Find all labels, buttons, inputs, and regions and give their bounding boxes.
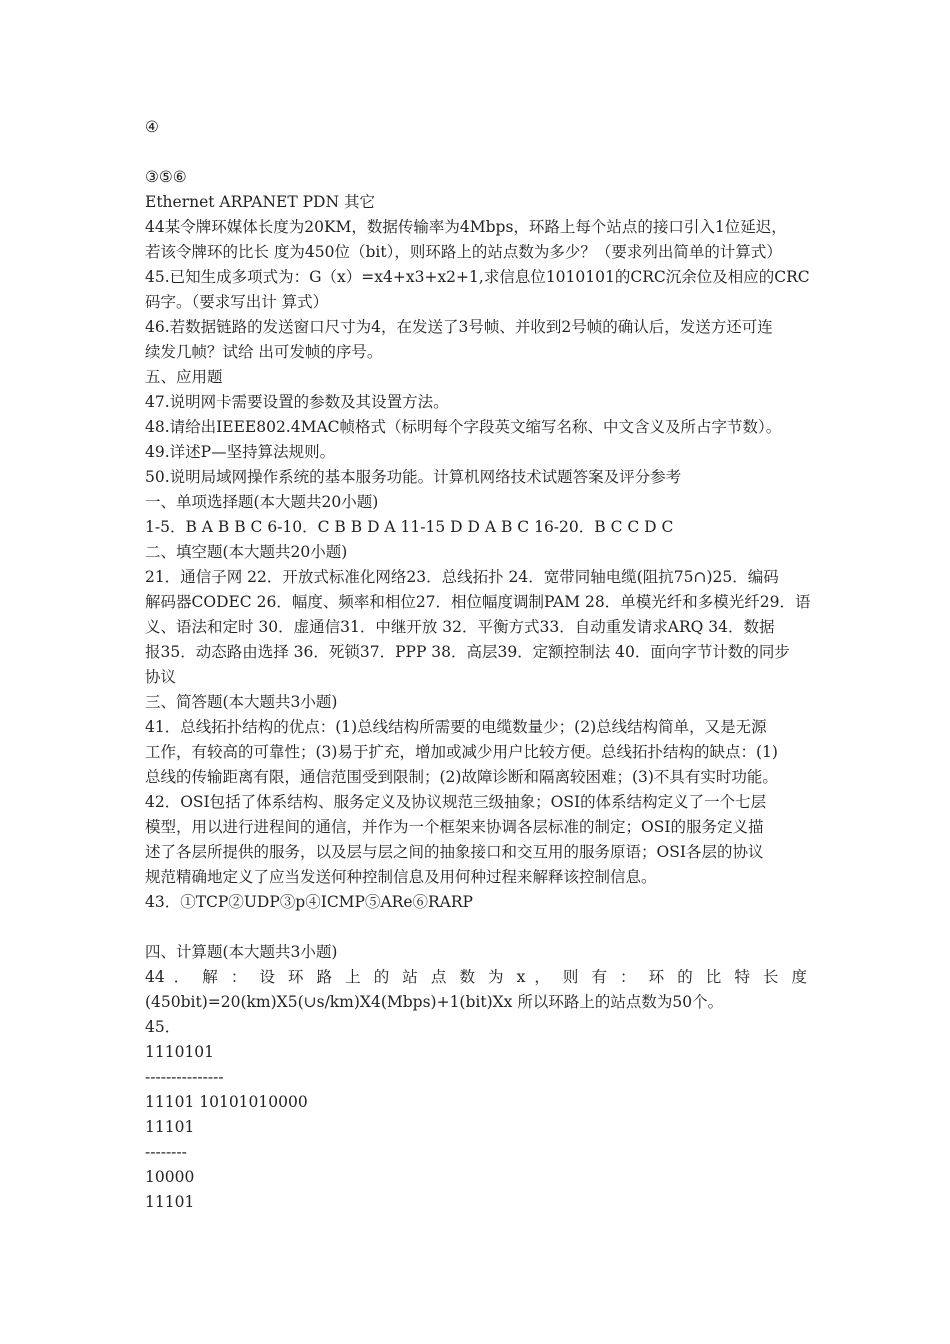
crc-calc-divider: --------: [145, 1143, 187, 1161]
crc-calc-line: 1110101: [145, 1043, 215, 1061]
answer-41-line: 工作，有较高的可靠性；(3)易于扩充，增加或减少用户比较方便。总线拓扑结构的缺点：(1): [145, 743, 778, 761]
fill-in-answers-line: 21．通信子网 22．开放式标准化网络23．总线拓扑 24．宽带同轴电缆(阻抗75∩)25．编码: [145, 568, 779, 586]
crc-calc-divider: ---------------: [145, 1068, 224, 1086]
question-48: 48.请给出IEEE802.4MAC帧格式（标明每个字段英文缩写名称、中文含义及所占字节数）。: [145, 418, 782, 436]
question-45-line-2: 码字。（要求写出计 算式）: [145, 293, 329, 311]
question-50: 50.说明局域网操作系统的基本服务功能。计算机网络技术试题答案及评分参考: [145, 468, 682, 486]
fill-in-answers-line: 义、语法和定时 30．虚通信31．中继开放 32．平衡方式33．自动重发请求ARQ 34．数据: [145, 618, 775, 636]
crc-calc-line: 10000: [145, 1168, 195, 1186]
answer-42-line: 述了各层所提供的服务，以及层与层之间的抽象接口和交互用的服务原语；OSI各层的协议: [145, 843, 764, 861]
crc-calc-line: 11101: [145, 1118, 195, 1136]
section-heading: 一、单项选择题(本大题共20小题): [145, 493, 379, 511]
answer-43: 43．①TCP②UDP③p④ICMP⑤ARe⑥RARP: [145, 893, 473, 911]
fill-in-answers-line: 报35．动态路由选择 36．死锁37．PPP 38．高层39．定额控制法 40．面向字节计数的同步: [145, 643, 790, 661]
answer-42-line: 模型，用以进行进程间的通信，并作为一个框架来协调各层标准的制定；OSI的服务定义描: [145, 818, 764, 836]
question-45-line-1: 45.已知生成多项式为：G（x）=x4+x3+x2+1,求信息位1010101的CRC沉余位及相应的CRC: [145, 268, 810, 286]
text-line: ④: [145, 118, 159, 136]
answer-41-line: 41．总线拓扑结构的优点：(1)总线结构所需要的电缆数量少；(2)总线结构简单，又是无源: [145, 718, 767, 736]
question-46-line-2: 续发几帧？试给 出可发帧的序号。: [145, 343, 383, 361]
question-44-line-2: 若该令牌环的比长 度为450位（bit），则环路上的站点数为多少？（要求列出简单的计算式）: [145, 243, 782, 261]
section-heading: 四、计算题(本大题共3小题): [145, 943, 338, 961]
crc-calc-line: 11101: [145, 1193, 195, 1211]
text-line: Ethernet ARPANET PDN 其它: [145, 193, 375, 211]
question-46-line-1: 46.若数据链路的发送窗口尺寸为4，在发送了3号帧、并收到2号帧的确认后，发送方还可连: [145, 318, 773, 336]
question-49: 49.详述P—坚持算法规则。: [145, 443, 336, 461]
text-line: ③⑤⑥: [145, 168, 187, 186]
answer-42-line: 42．OSI包括了体系结构、服务定义及协议规范三级抽象；OSI的体系结构定义了一个七层: [145, 793, 767, 811]
answer-choices: 1-5．B A B B C 6-10．C B B D A 11-15 D D A B C 16-20．B C C D C: [145, 518, 674, 536]
section-heading: 三、简答题(本大题共3小题): [145, 693, 338, 711]
answer-44-line: 44 ． 解 ： 设 环 路 上 的 站 点 数 为 x ， 则 有 ： 环 的 比 特 长 度: [145, 968, 807, 986]
answer-41-line: 总线的传输距离有限，通信范围受到限制；(2)故障诊断和隔离较困难；(3)不具有实时功能。: [145, 768, 778, 786]
answer-42-line: 规范精确地定义了应当发送何种控制信息及用何种过程来解释该控制信息。: [145, 868, 657, 886]
question-44-line-1: 44某令牌环媒体长度为20KM，数据传输率为4Mbps，环路上每个站点的接口引入1位延迟，: [145, 218, 787, 236]
section-heading: 二、填空题(本大题共20小题): [145, 543, 348, 561]
fill-in-answers-line: 解码器CODEC 26．幅度、频率和相位27．相位幅度调制PAM 28．单模光纤和多模光纤29．语: [145, 593, 811, 611]
question-47: 47.说明网卡需要设置的参数及其设置方法。: [145, 393, 449, 411]
answer-44-line: (450bit)=20(km)X5(∪s/km)X4(Mbps)+1(bit)Xx 所以环路上的站点数为50个。: [145, 993, 724, 1011]
answer-45-label: 45．: [145, 1018, 181, 1036]
crc-calc-line: 11101 10101010000: [145, 1093, 308, 1111]
section-heading: 五、应用题: [145, 368, 223, 386]
fill-in-answers-line: 协议: [145, 668, 177, 686]
